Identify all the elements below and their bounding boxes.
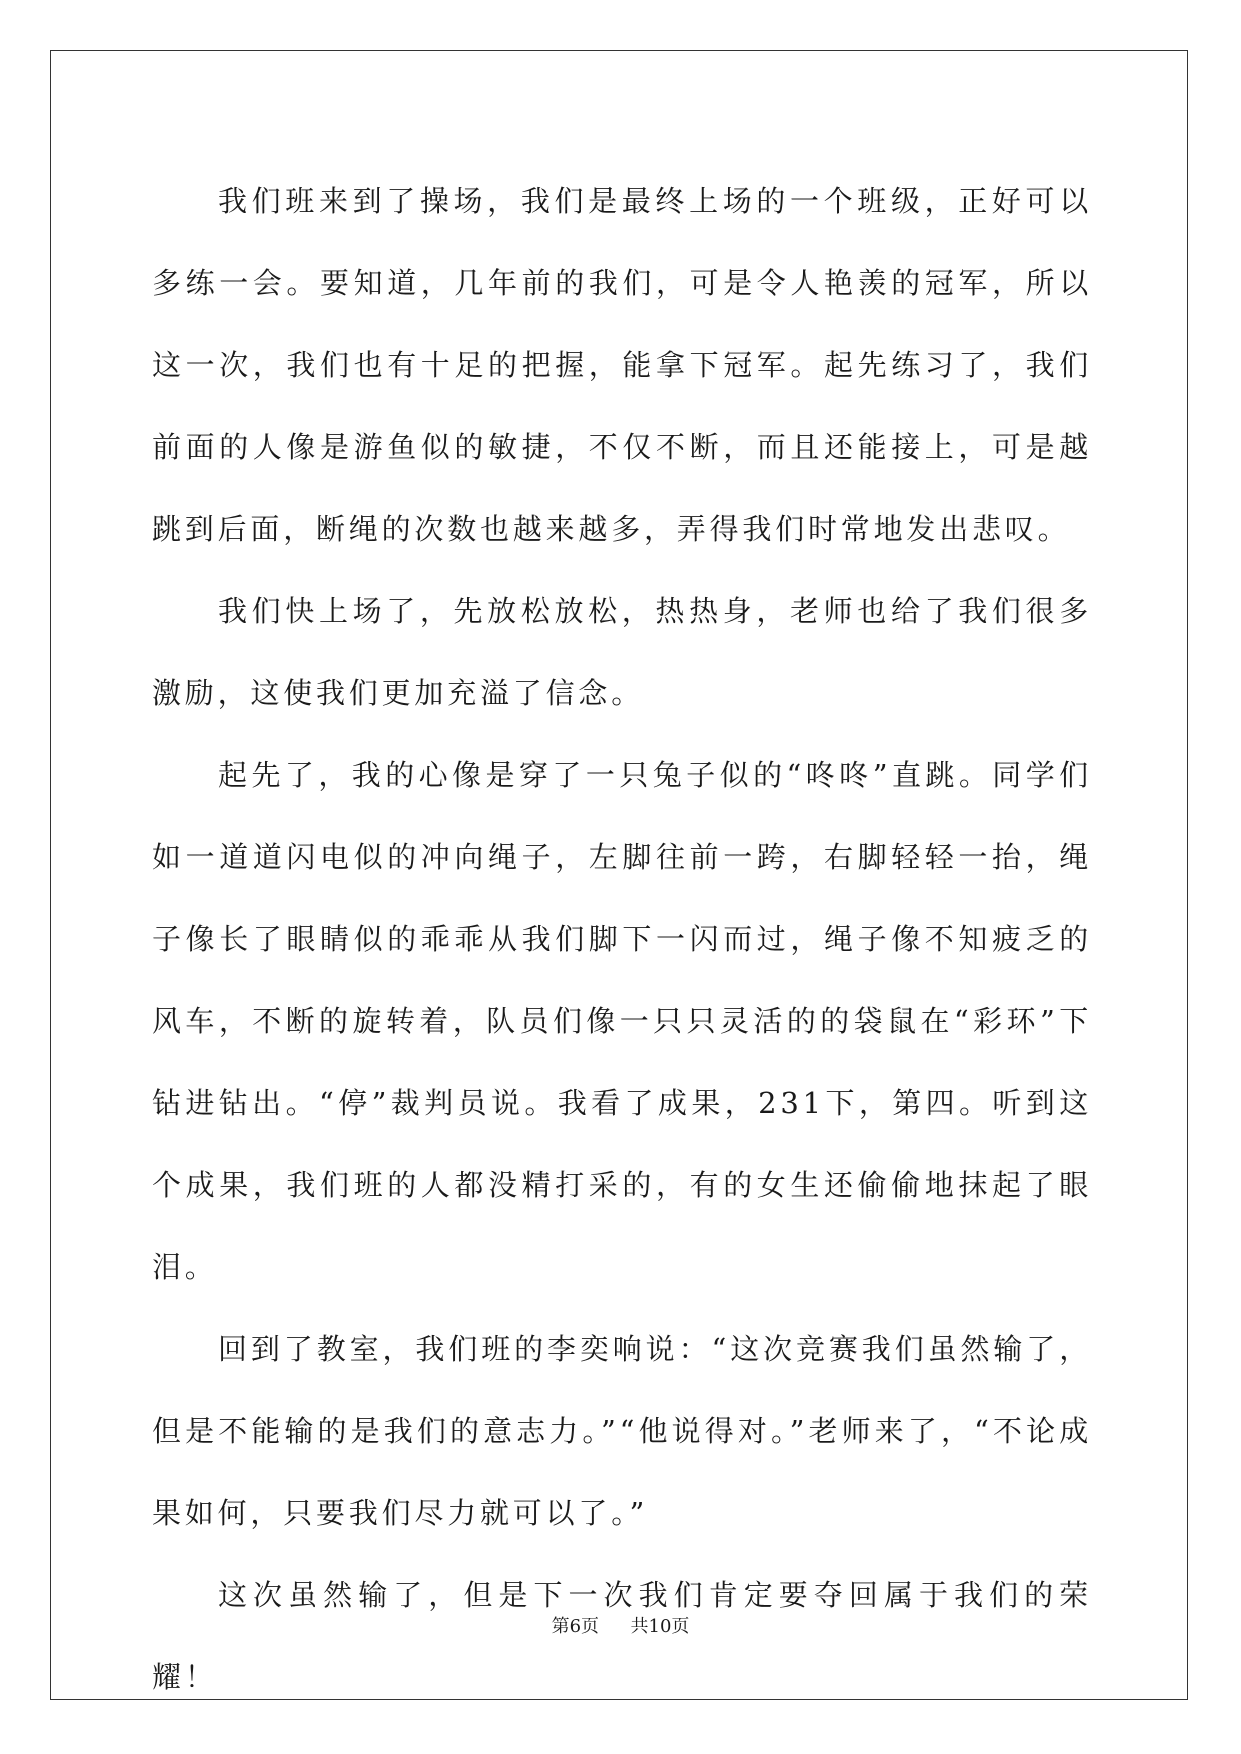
document-body <box>152 160 1092 1718</box>
paragraph-1: 我们班来到了操场，我们是最终上场的一个班级，正好可以多练一会。要知道，几年前的我们，可是令人艳羡的冠军，所以这一次，我们也有十足的把握，能拿下冠军。起先练习了，我们前面的人像是游鱼似的敏捷，不仅不断，而且还能接上，可是越跳到后面，断绳的次数也越来越多，弄得我们时常地发出悲叹。 <box>152 184 1092 546</box>
page-number-current: 第6页 <box>551 1616 600 1637</box>
paragraph-3: 起先了，我的心像是穿了一只兔子似的“咚咚”直跳。同学们如一道道闪电似的冲向绳子，左脚往前一跨，右脚轻轻一抬，绳子像长了眼睛似的乖乖从我们脚下一闪而过，绳子像不知疲乏的风车，不断的旋转着，队员们像一只只灵活的的袋鼠在“彩环”下钻进钻出。“停”裁判员说。我看了成果，231下，第四。听到这个成果，我们班的人都没精打采的，有的女生还偷偷地抹起了眼泪。 <box>152 758 1092 1284</box>
paragraph-2: 我们快上场了，先放松放松，热热身，老师也给了我们很多激励，这使我们更加充溢了信念。 <box>152 594 1092 710</box>
paragraph-5: 这次虽然输了，但是下一次我们肯定要夺回属于我们的荣耀！ <box>152 1578 1092 1694</box>
page-number-total: 共10页 <box>630 1616 690 1637</box>
paragraph-4: 回到了教室，我们班的李奕响说：“这次竞赛我们虽然输了，但是不能输的是我们的意志力。”“他说得对。”老师来了，“不论成果如何，只要我们尽力就可以了。” <box>152 1332 1092 1530</box>
page-footer <box>0 1612 1241 1638</box>
